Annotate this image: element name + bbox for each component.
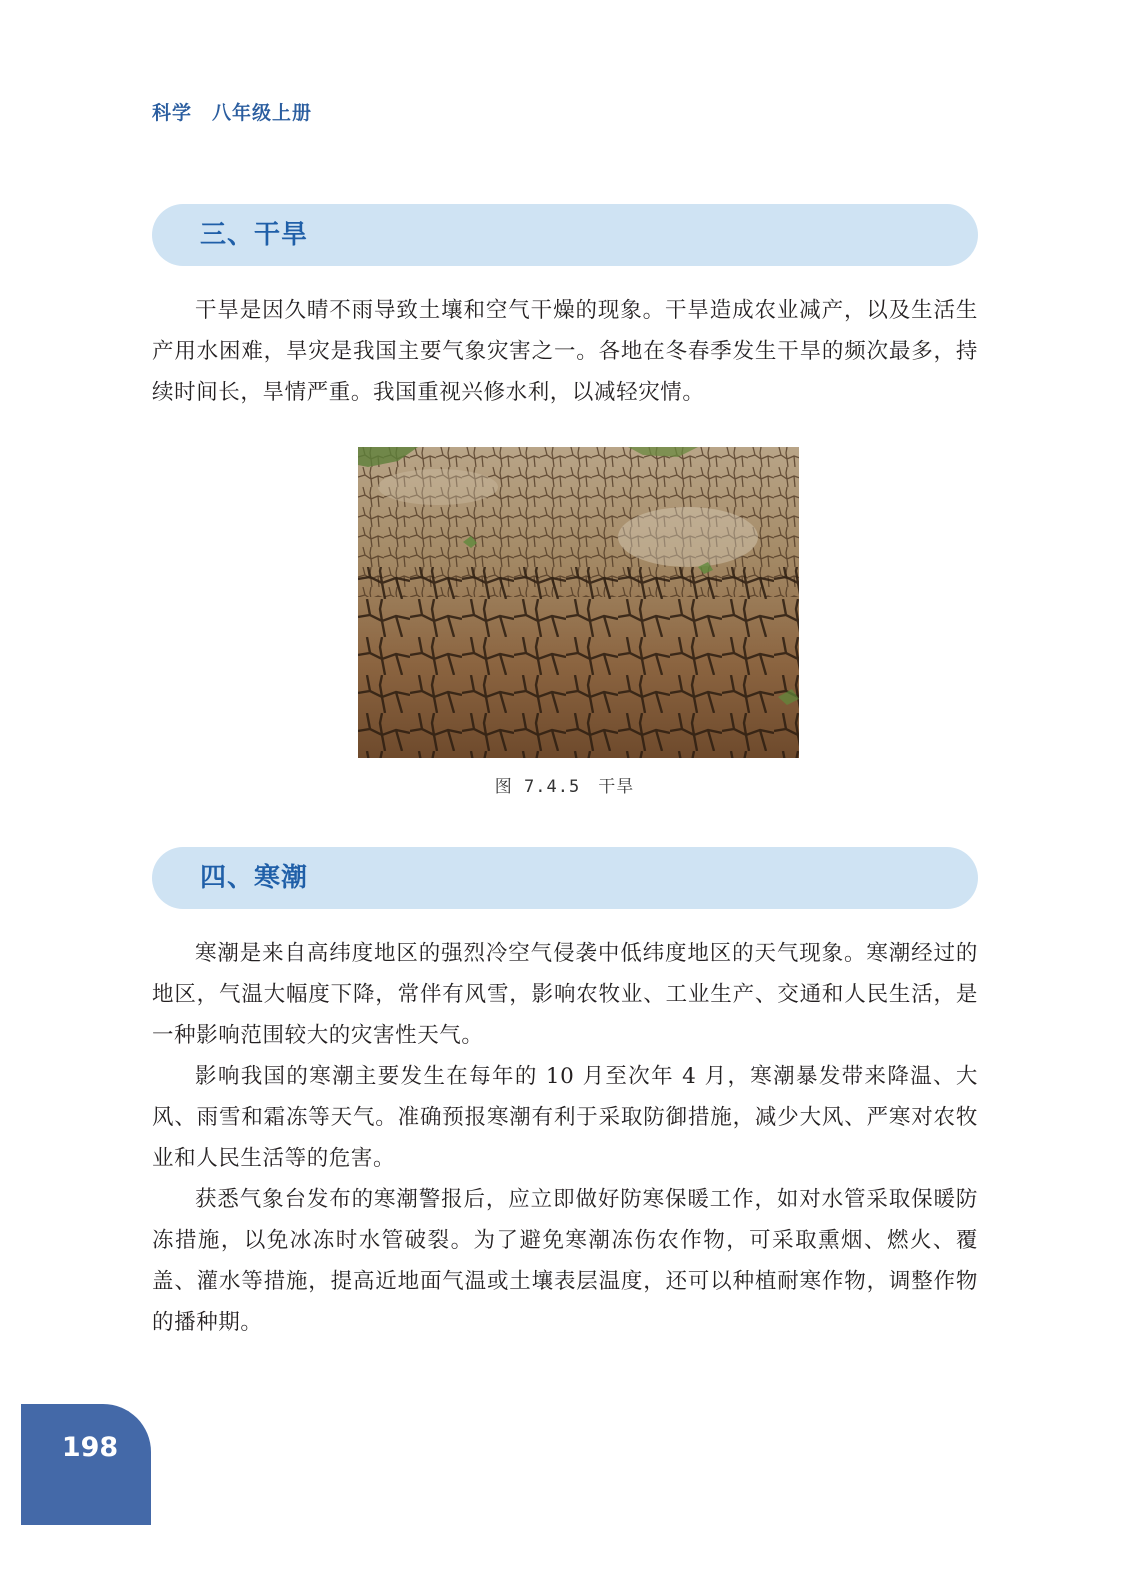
cold-wave-paragraph-3: 获悉气象台发布的寒潮警报后，应立即做好防寒保暖工作，如对水管采取保暖防冻措施，以免冰冻时水管破裂。为了避免寒潮冻伤农作物，可采取熏烟、燃火、覆盖、灌水等措施，提高近地面气温或土壤表层温度，还可以种植耐寒作物，调整作物的播种期。 bbox=[152, 1187, 978, 1335]
page-number-tab bbox=[21, 1404, 151, 1525]
drought-cracked-soil-image bbox=[358, 447, 799, 758]
drought-body bbox=[152, 290, 978, 413]
header-subject: 科学 bbox=[152, 102, 193, 124]
cracked-soil-illustration bbox=[358, 447, 799, 758]
section-title-cold-wave: 四、寒潮 bbox=[200, 863, 309, 893]
figure-caption-text: 干旱 bbox=[598, 777, 635, 797]
section-heading-drought bbox=[152, 204, 978, 266]
cold-wave-body bbox=[152, 933, 978, 1343]
figure-caption bbox=[0, 772, 1129, 797]
cold-wave-paragraph-2: 影响我国的寒潮主要发生在每年的 10 月至次年 4 月，寒潮暴发带来降温、大风、雨雪和霜冻等天气。准确预报寒潮有利于采取防御措施，减少大风、严寒对农牧业和人民生活等的危害。 bbox=[152, 1064, 978, 1171]
page-number: 198 bbox=[61, 1432, 119, 1463]
running-header bbox=[152, 98, 312, 125]
section-heading-cold-wave bbox=[152, 847, 978, 909]
figure-number: 图 7.4.5 bbox=[494, 777, 581, 797]
section-title-drought: 三、干旱 bbox=[200, 220, 309, 250]
header-grade: 八年级上册 bbox=[212, 102, 313, 124]
cold-wave-paragraph-1: 寒潮是来自高纬度地区的强烈冷空气侵袭中低纬度地区的天气现象。寒潮经过的地区，气温大幅度下降，常伴有风雪，影响农牧业、工业生产、交通和人民生活，是一种影响范围较大的灾害性天气。 bbox=[152, 941, 978, 1048]
drought-paragraph-1: 干旱是因久晴不雨导致土壤和空气干燥的现象。干旱造成农业减产，以及生活生产用水困难，旱灾是我国主要气象灾害之一。各地在冬春季发生干旱的频次最多，持续时间长，旱情严重。我国重视兴修水利，以减轻灾情。 bbox=[152, 298, 978, 405]
